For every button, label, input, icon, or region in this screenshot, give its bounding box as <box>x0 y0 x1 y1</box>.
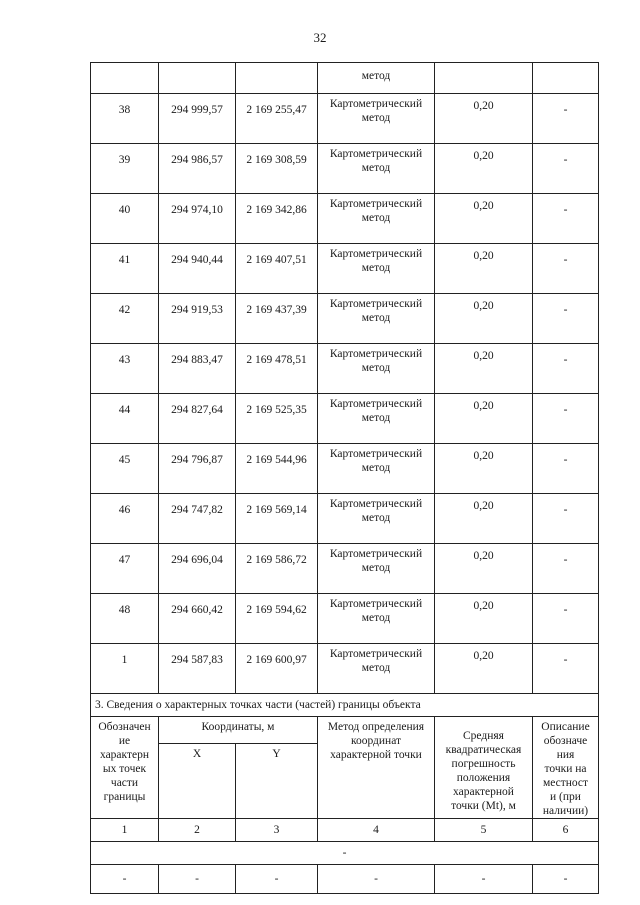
description-cell: - <box>533 244 599 294</box>
method-line: Картометрический <box>329 498 423 510</box>
method-cell: метод <box>318 63 435 94</box>
table-body <box>91 63 599 894</box>
accuracy-cell: 0,20 <box>435 244 533 294</box>
dash-cell: - <box>91 842 599 865</box>
cell-empty <box>159 63 236 94</box>
header-line: наличии) <box>542 805 589 817</box>
y-coordinate-cell: 2 169 544,96 <box>236 444 318 494</box>
header-line: границы <box>103 791 146 803</box>
accuracy-cell: 0,20 <box>435 594 533 644</box>
header-description <box>533 717 599 819</box>
dash-cell: - <box>236 865 318 894</box>
method-line: метод <box>361 462 391 474</box>
method-line: Картометрический <box>329 398 423 410</box>
column-number-cell: 6 <box>533 819 599 842</box>
point-row <box>91 144 599 194</box>
cell-empty <box>91 63 159 94</box>
method-line: Картометрический <box>329 548 423 560</box>
method-line: метод <box>361 362 391 374</box>
method-line: метод <box>361 412 391 424</box>
header-line: Метод определения <box>327 721 425 733</box>
dash-cell: - <box>435 865 533 894</box>
x-coordinate-cell: 294 660,42 <box>159 594 236 644</box>
y-coordinate-cell: 2 169 342,86 <box>236 194 318 244</box>
x-coordinate-cell: 294 827,64 <box>159 394 236 444</box>
column-numbers-row <box>91 819 599 842</box>
method-line: метод <box>361 262 391 274</box>
method-line: метод <box>361 612 391 624</box>
point-row <box>91 244 599 294</box>
accuracy-cell: 0,20 <box>435 444 533 494</box>
x-coordinate-cell: 294 796,87 <box>159 444 236 494</box>
y-coordinate-cell: 2 169 600,97 <box>236 644 318 694</box>
description-cell: - <box>533 394 599 444</box>
accuracy-cell: 0,20 <box>435 344 533 394</box>
method-cell <box>318 94 435 144</box>
point-number-cell: 44 <box>91 394 159 444</box>
cell-empty <box>236 63 318 94</box>
accuracy-cell: 0,20 <box>435 644 533 694</box>
column-number-cell: 4 <box>318 819 435 842</box>
method-line: Картометрический <box>329 648 423 660</box>
column-number-cell: 2 <box>159 819 236 842</box>
description-cell: - <box>533 644 599 694</box>
header-line: ие <box>118 735 131 747</box>
accuracy-cell: 0,20 <box>435 494 533 544</box>
method-line: Картометрический <box>329 148 423 160</box>
method-line: метод <box>361 112 391 124</box>
dash-cell: - <box>159 865 236 894</box>
dash-cell: - <box>533 865 599 894</box>
method-line: метод <box>361 562 391 574</box>
header-line: характерн <box>99 749 150 761</box>
accuracy-cell: 0,20 <box>435 394 533 444</box>
header-line: характерной точки <box>330 749 422 761</box>
accuracy-cell: 0,20 <box>435 144 533 194</box>
header-line: точки на <box>544 763 587 775</box>
header-coordinates: Координаты, м <box>159 717 318 744</box>
y-coordinate-cell: 2 169 407,51 <box>236 244 318 294</box>
point-number-cell: 41 <box>91 244 159 294</box>
point-row <box>91 194 599 244</box>
method-line: метод <box>361 512 391 524</box>
y-coordinate-cell: 2 169 586,72 <box>236 544 318 594</box>
cell-empty <box>435 63 533 94</box>
point-row <box>91 594 599 644</box>
header-line: точки (Mt), м <box>451 800 516 812</box>
method-cell <box>318 294 435 344</box>
empty-point-row <box>91 865 599 894</box>
point-row <box>91 294 599 344</box>
point-row <box>91 394 599 444</box>
header-line: положения <box>456 772 511 784</box>
page-number: 32 <box>313 30 327 45</box>
method-cell <box>318 344 435 394</box>
accuracy-cell: 0,20 <box>435 94 533 144</box>
description-cell: - <box>533 494 599 544</box>
y-coordinate-cell: 2 169 255,47 <box>236 94 318 144</box>
x-coordinate-cell: 294 919,53 <box>159 294 236 344</box>
header-line: погрешность <box>451 758 516 770</box>
point-number-cell: 43 <box>91 344 159 394</box>
x-coordinate-cell: 294 883,47 <box>159 344 236 394</box>
method-line: метод <box>361 662 391 674</box>
section-title: 3. Сведения о характерных точках части (частей) границы объекта <box>91 694 599 717</box>
method-line: Картометрический <box>329 448 423 460</box>
accuracy-cell: 0,20 <box>435 194 533 244</box>
method-cell <box>318 244 435 294</box>
y-coordinate-cell: 2 169 308,59 <box>236 144 318 194</box>
method-line: метод <box>361 162 391 174</box>
header-line: Обозначен <box>98 721 151 733</box>
point-row <box>91 344 599 394</box>
x-coordinate-cell: 294 696,04 <box>159 544 236 594</box>
header-line: и (при <box>550 791 581 803</box>
header-line: местност <box>542 777 589 789</box>
method-line: метод <box>361 212 391 224</box>
header-line: координат <box>350 735 402 747</box>
point-number-cell: 47 <box>91 544 159 594</box>
accuracy-cell: 0,20 <box>435 294 533 344</box>
method-line: Картометрический <box>329 348 423 360</box>
method-line: Картометрический <box>329 198 423 210</box>
x-coordinate-cell: 294 999,57 <box>159 94 236 144</box>
header-accuracy <box>435 717 533 819</box>
empty-data-row <box>91 842 599 865</box>
method-cell <box>318 444 435 494</box>
x-coordinate-cell: 294 974,10 <box>159 194 236 244</box>
method-cell <box>318 194 435 244</box>
point-number-cell: 46 <box>91 494 159 544</box>
header-row <box>91 717 599 744</box>
point-row <box>91 94 599 144</box>
description-cell: - <box>533 544 599 594</box>
description-cell: - <box>533 294 599 344</box>
point-row <box>91 544 599 594</box>
y-coordinate-cell: 2 169 478,51 <box>236 344 318 394</box>
header-line: Описание <box>541 721 590 733</box>
x-coordinate-cell: 294 747,82 <box>159 494 236 544</box>
description-cell: - <box>533 444 599 494</box>
column-number-cell: 3 <box>236 819 318 842</box>
method-cell <box>318 644 435 694</box>
method-line: метод <box>361 312 391 324</box>
cell-empty <box>533 63 599 94</box>
method-cell <box>318 544 435 594</box>
point-row <box>91 444 599 494</box>
column-number-cell: 5 <box>435 819 533 842</box>
point-number-cell: 1 <box>91 644 159 694</box>
header-method <box>318 717 435 819</box>
header-line: квадратическая <box>445 744 522 756</box>
method-cell <box>318 144 435 194</box>
header-line: Средняя <box>463 730 504 742</box>
x-coordinate-cell: 294 940,44 <box>159 244 236 294</box>
x-coordinate-cell: 294 986,57 <box>159 144 236 194</box>
description-cell: - <box>533 594 599 644</box>
point-number-cell: 45 <box>91 444 159 494</box>
accuracy-cell: 0,20 <box>435 544 533 594</box>
method-cell <box>318 594 435 644</box>
header-line: ния <box>556 749 575 761</box>
header-designation <box>91 717 159 819</box>
header-y: Y <box>236 744 318 819</box>
method-line: Картометрический <box>329 298 423 310</box>
section-title-row <box>91 694 599 717</box>
point-number-cell: 42 <box>91 294 159 344</box>
y-coordinate-cell: 2 169 437,39 <box>236 294 318 344</box>
description-cell: - <box>533 144 599 194</box>
point-row <box>91 494 599 544</box>
column-number-cell: 1 <box>91 819 159 842</box>
description-cell: - <box>533 194 599 244</box>
point-number-cell: 48 <box>91 594 159 644</box>
continuation-row <box>91 63 599 94</box>
point-row <box>91 644 599 694</box>
y-coordinate-cell: 2 169 525,35 <box>236 394 318 444</box>
y-coordinate-cell: 2 169 594,62 <box>236 594 318 644</box>
description-cell: - <box>533 94 599 144</box>
method-line: Картометрический <box>329 98 423 110</box>
header-line: части <box>110 777 139 789</box>
x-coordinate-cell: 294 587,83 <box>159 644 236 694</box>
coordinates-table <box>90 62 599 894</box>
point-number-cell: 38 <box>91 94 159 144</box>
method-cell <box>318 494 435 544</box>
method-line: Картометрический <box>329 248 423 260</box>
point-number-cell: 39 <box>91 144 159 194</box>
dash-cell: - <box>91 865 159 894</box>
y-coordinate-cell: 2 169 569,14 <box>236 494 318 544</box>
header-line: ых точек <box>102 763 147 775</box>
method-cell <box>318 394 435 444</box>
dash-cell: - <box>318 865 435 894</box>
header-x: X <box>159 744 236 819</box>
method-line: Картометрический <box>329 598 423 610</box>
header-line: обозначе <box>543 735 588 747</box>
point-number-cell: 40 <box>91 194 159 244</box>
header-line: характерной <box>453 786 514 798</box>
description-cell: - <box>533 344 599 394</box>
